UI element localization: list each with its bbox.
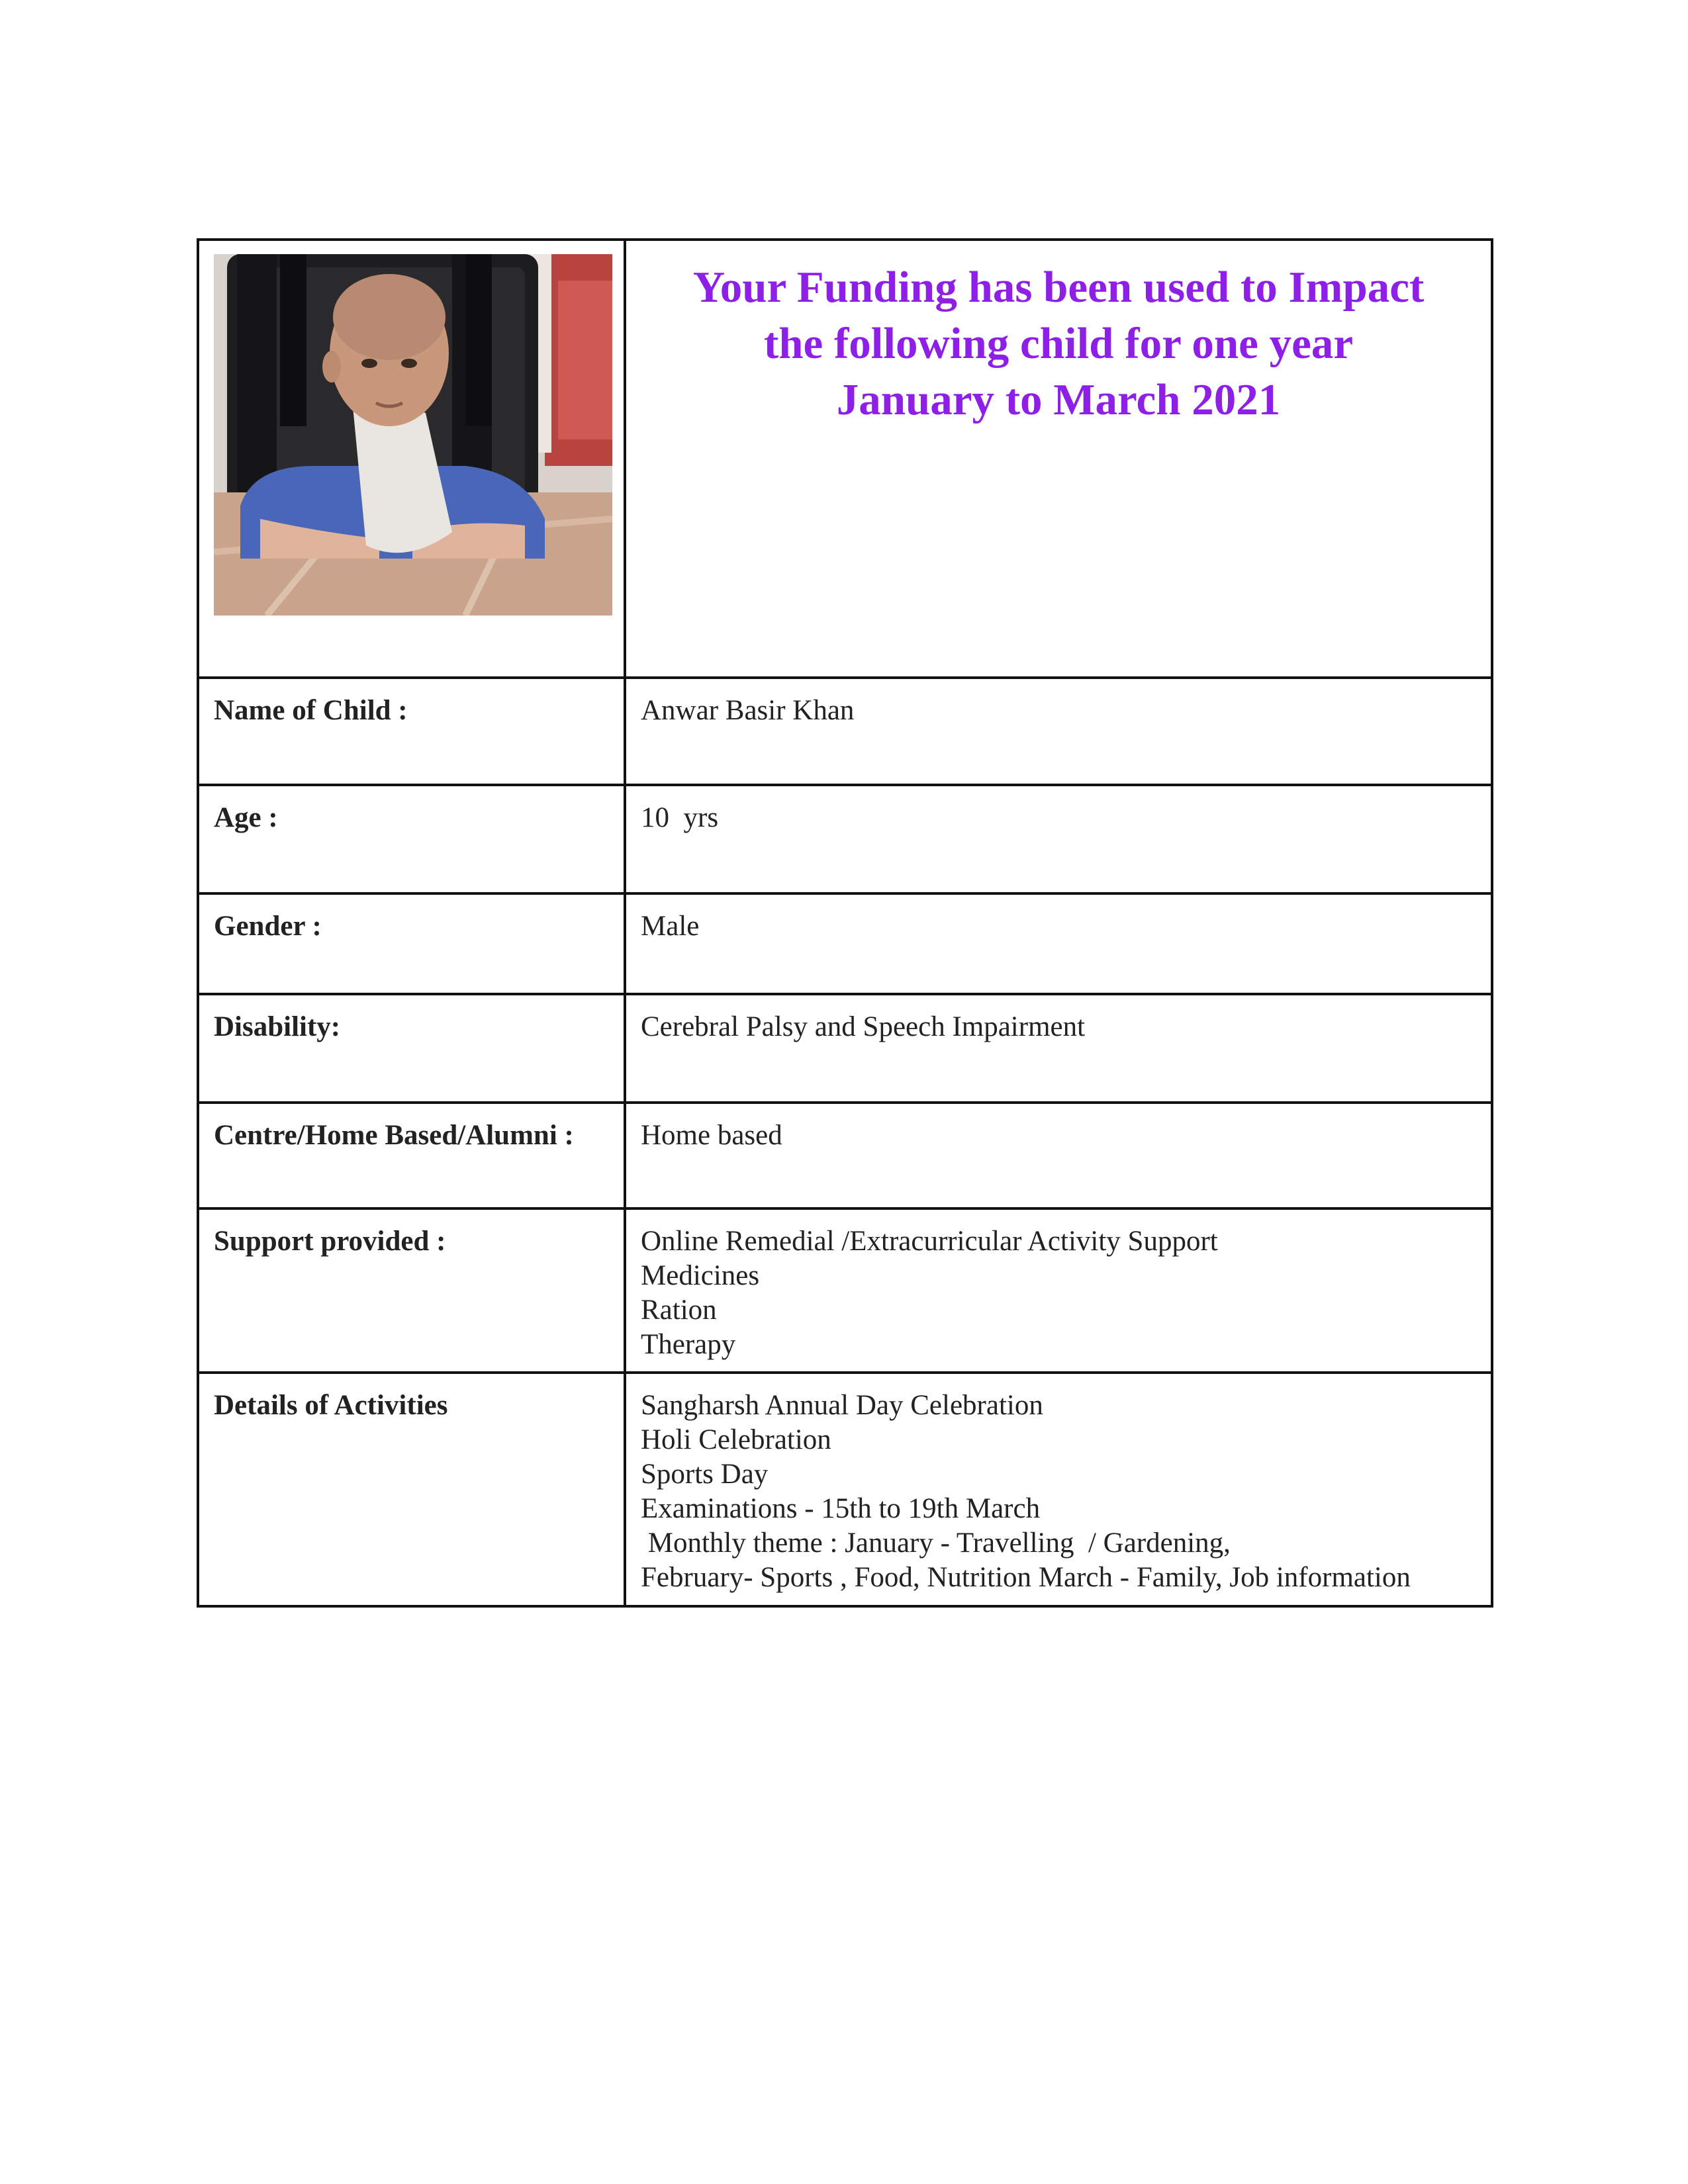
support-list bbox=[626, 1210, 1491, 1362]
row-centre bbox=[198, 1103, 1492, 1208]
support-item: Online Remedial /Extracurricular Activity Support bbox=[641, 1226, 1218, 1257]
centre-label: Centre/Home Based/Alumni : bbox=[214, 1120, 574, 1151]
gender-label: Gender : bbox=[214, 911, 322, 942]
support-item: Ration bbox=[641, 1295, 717, 1326]
age-value: 10 yrs bbox=[641, 802, 719, 833]
details-item: Monthly theme : January - Travelling / Gardening, bbox=[641, 1527, 1231, 1559]
name-label: Name of Child : bbox=[214, 695, 408, 726]
age-label: Age : bbox=[214, 802, 278, 833]
photo-cell bbox=[198, 240, 625, 678]
title-line-2: the following child for one year bbox=[763, 319, 1354, 368]
row-gender bbox=[198, 893, 1492, 994]
name-value: Anwar Basir Khan bbox=[641, 695, 855, 726]
support-item: Medicines bbox=[641, 1260, 760, 1291]
row-disability bbox=[198, 994, 1492, 1103]
support-label: Support provided : bbox=[214, 1226, 446, 1257]
details-list bbox=[626, 1374, 1491, 1595]
title-cell bbox=[625, 240, 1492, 678]
row-age bbox=[198, 785, 1492, 893]
details-item: Holi Celebration bbox=[641, 1424, 831, 1455]
disability-value: Cerebral Palsy and Speech Impairment bbox=[641, 1011, 1086, 1042]
details-item: Examinations - 15th to 19th March bbox=[641, 1493, 1041, 1524]
title-line-1: Your Funding has been used to Impact bbox=[692, 263, 1425, 312]
details-label: Details of Activities bbox=[214, 1390, 448, 1421]
row-name bbox=[198, 678, 1492, 785]
child-photo bbox=[214, 254, 612, 615]
header-row bbox=[198, 240, 1492, 678]
impact-report-table bbox=[197, 238, 1493, 1608]
details-item: Sangharsh Annual Day Celebration bbox=[641, 1390, 1043, 1421]
support-item: Therapy bbox=[641, 1329, 736, 1360]
title-line-3: January to March 2021 bbox=[836, 375, 1281, 424]
details-item: Sports Day bbox=[641, 1459, 769, 1490]
row-support bbox=[198, 1208, 1492, 1373]
row-details bbox=[198, 1373, 1492, 1606]
centre-value: Home based bbox=[641, 1120, 782, 1151]
gender-value: Male bbox=[641, 911, 700, 942]
page-title bbox=[626, 241, 1491, 428]
disability-label: Disability: bbox=[214, 1011, 341, 1042]
details-item: February- Sports , Food, Nutrition March - Family, Job information bbox=[641, 1562, 1411, 1593]
